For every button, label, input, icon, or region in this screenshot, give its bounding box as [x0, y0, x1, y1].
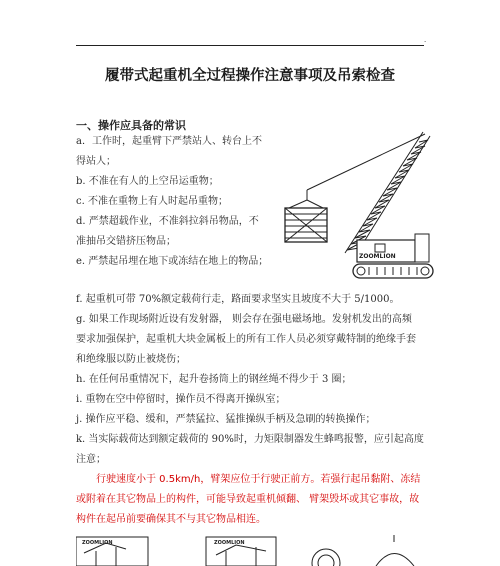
bottom-logo-2: ZOOMLION: [214, 540, 245, 546]
body-line: i. 重物在空中停留时，操作员不得离开操纵室；: [76, 394, 286, 405]
body-line: e. 严禁起吊埋在地下或冻结在地上的物品；: [76, 256, 269, 267]
bottom-logo-1: ZOOMLION: [82, 540, 113, 546]
body-line: d. 严禁超载作业，不准斜拉斜吊物品，不: [76, 216, 259, 227]
body-line: k. 当实际载荷达到额定载荷的 90%时，力矩限制器发生蜂鸣报警，应引起高度: [76, 434, 424, 445]
body-line: 要求加强保护，起重机大块金属板上的所有工作人员必须穿戴特制的绝缘手套: [76, 334, 416, 345]
page-title: 履带式起重机全过程操作注意事项及吊索检查: [105, 68, 395, 84]
crane-logo: ZOOMLION: [359, 253, 396, 260]
warning-line: 或附着在其它物品上的构件，可能导致起重机倾翻、 臂架毁坏或其它事故，故: [76, 494, 420, 505]
bottom-illustrations: [76, 533, 424, 566]
header-mark: ·: [424, 38, 427, 46]
body-line: c. 不准在重物上有人时起吊重物；: [76, 196, 228, 207]
body-line: 准抽吊交错挤压物品；: [76, 236, 176, 247]
warning-line: 构件在起吊前要确保其不与其它物品相连。: [76, 514, 266, 525]
body-line: h. 在任何吊重情况下，起升卷扬筒上的钢丝绳不得少于 3 圈；: [76, 374, 352, 385]
body-line: 得站人；: [76, 156, 116, 167]
body-line: a．工作时，起重臂下严禁站人、转台上不: [76, 136, 262, 147]
section-heading: 一、操作应具备的常识: [76, 119, 186, 132]
body-line: j. 操作应平稳、缓和，严禁猛拉、猛推操纵手柄及急刷的转换操作；: [76, 414, 376, 425]
body-line: f. 起重机可带 70%额定载荷行走，路面要求坚实且坡度不大于 5/1000。: [76, 294, 400, 305]
body-line: 和绝缘服以防止被烧伤；: [76, 354, 186, 365]
crawler-crane-illustration: [275, 128, 435, 288]
header-rule: [76, 45, 424, 46]
warning-line: 行驶速度小于 0.5km/h，臂架应位于行驶正前方。若强行起吊黏附、冻结: [96, 474, 421, 485]
body-line: 注意；: [76, 454, 106, 465]
body-line: b. 不准在有人的上空吊运重物；: [76, 176, 219, 187]
body-line: g. 如果工作现场附近设有发射器， 则会存在强电磁场地。发射机发出的高频: [76, 314, 412, 325]
